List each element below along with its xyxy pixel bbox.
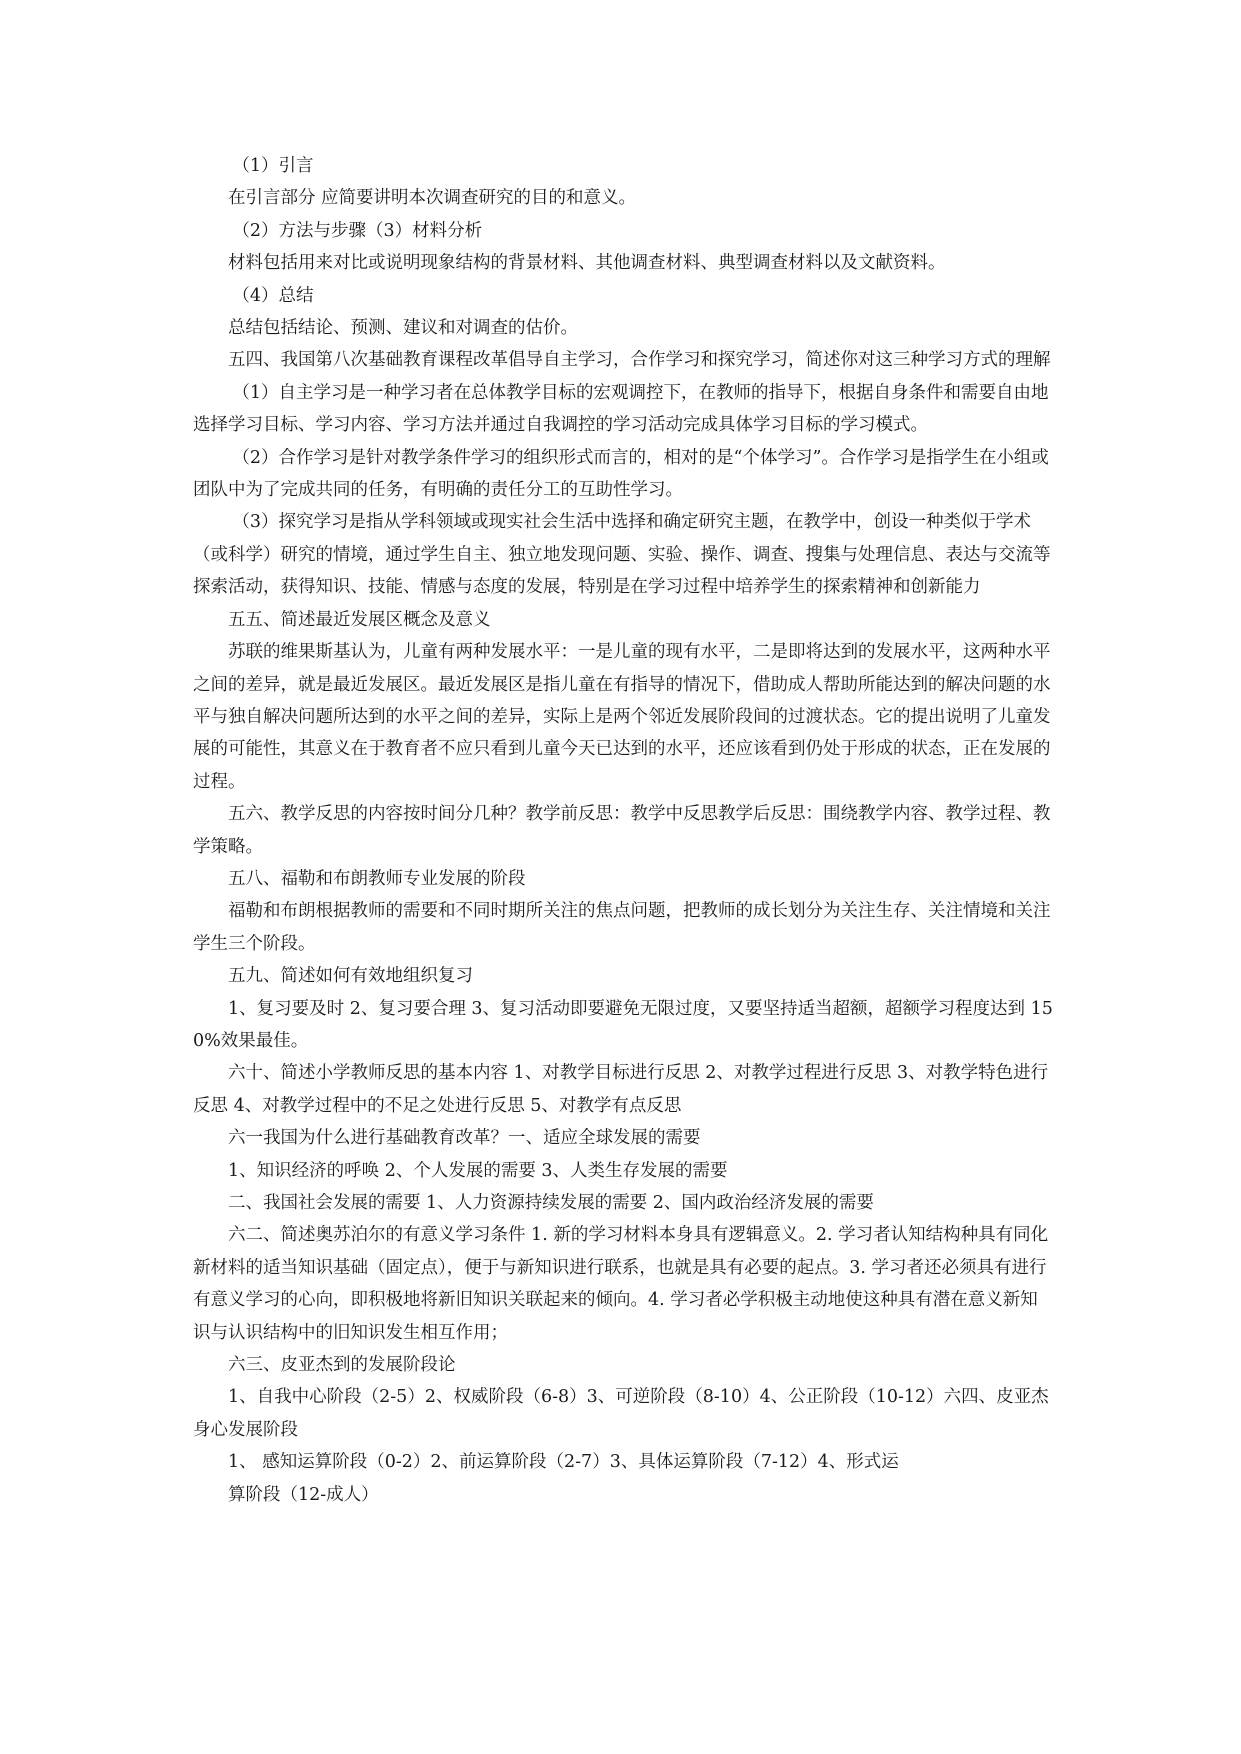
section-heading: 六一我国为什么进行基础教育改革？一、适应全球发展的需要 — [228, 1128, 701, 1149]
paragraph: 1、知识经济的呼唤 2、个人发展的需要 3、人类生存发展的需要 — [228, 1160, 728, 1181]
paragraph: 在引言部分 应简要讲明本次调查研究的目的和意义。 — [228, 188, 637, 209]
section-heading: 五四、我国第八次基础教育课程改革倡导自主学习，合作学习和探究学习，简述你对这三种学习方式的理解 — [228, 350, 1051, 371]
section-heading: 六二、简述奥苏泊尔的有意义学习条件 1. 新的学习材料本身具有逻辑意义。2. 学习者认知结构种具有同化新材料的适当知识基础（固定点），便于与新知识进行联系，也就是具有必要的起点。3. 学习者还必须具有进行有意义学习的心向，即积极地将新旧知识关联起来的倾向。4. 学习者必学积极主动地使这种具有潜在意义新知识与认识结构中的旧知识发生相互作用； — [193, 1225, 1049, 1343]
paragraph: 1、 感知运算阶段（0-2）2、前运算阶段（2-7）3、具体运算阶段（7-12）4、形式运 — [228, 1452, 899, 1473]
paragraph: 1、复习要及时 2、复习要合理 3、复习活动即要避免无限过度，又要坚持适当超额，超额学习程度达到 150%效果最佳。 — [193, 998, 1053, 1051]
section-heading: 六十、简述小学教师反思的基本内容 1、对教学目标进行反思 2、对教学过程进行反思 3、对教学特色进行反思 4、对教学过程中的不足之处进行反思 5、对教学有点反思 — [193, 1063, 1049, 1116]
paragraph: 算阶段（12-成人） — [228, 1484, 379, 1505]
section-heading: 六三、皮亚杰到的发展阶段论 — [228, 1355, 456, 1376]
section-heading: 五八、福勒和布朗教师专业发展的阶段 — [228, 868, 526, 889]
paragraph: （1）自主学习是一种学习者在总体教学目标的宏观调控下，在教师的指导下，根据自身条件和需要自由地选择学习目标、学习内容、学习方法并通过自我调控的学习活动完成具体学习目标的学习模式。 — [193, 382, 1049, 436]
paragraph: 总结包括结论、预测、建议和对调查的估价。 — [228, 318, 578, 339]
paragraph: 苏联的维果斯基认为，儿童有两种发展水平：一是儿童的现有水平，二是即将达到的发展水平，这两种水平之间的差异，就是最近发展区。最近发展区是指儿童在有指导的情况下，借助成人帮助所能达到的解决问题的水平与独自解决问题所达到的水平之间的差异，实际上是两个邻近发展阶段间的过渡状态。它的提出说明了儿童发展的可能性，其意义在于教育者不应只看到儿童今天已达到的水平，还应该看到仍处于形成的状态，正在发展的过程。 — [193, 642, 1051, 792]
paragraph: （2）方法与步骤（3）材料分析 — [232, 220, 483, 241]
paragraph: （4）总结 — [232, 285, 314, 306]
document-body — [193, 150, 1053, 1511]
section-heading: 五九、简述如何有效地组织复习 — [228, 966, 473, 987]
paragraph: （3）探究学习是指从学科领域或现实社会生活中选择和确定研究主题，在教学中，创设一种类似于学术（或科学）研究的情境，通过学生自主、独立地发现问题、实验、操作、调查、搜集与处理信息、表达与交流等探索活动，获得知识、技能、情感与态度的发展，特别是在学习过程中培养学生的探索精神和创新能力 — [193, 512, 1051, 598]
paragraph: 福勒和布朗根据教师的需要和不同时期所关注的焦点问题，把教师的成长划分为关注生存、关注情境和关注学生三个阶段。 — [193, 901, 1051, 954]
paragraph: 材料包括用来对比或说明现象结构的背景材料、其他调查材料、典型调查材料以及文献资料。 — [228, 253, 946, 274]
paragraph: （2）合作学习是针对教学条件学习的组织形式而言的，相对的是“个体学习”。合作学习是指学生在小组或团队中为了完成共同的任务，有明确的责任分工的互助性学习。 — [193, 447, 1049, 501]
paragraph: 二、我国社会发展的需要 1、人力资源持续发展的需要 2、国内政治经济发展的需要 — [228, 1193, 874, 1213]
section-heading: 五五、简述最近发展区概念及意义 — [228, 609, 491, 630]
paragraph: （1）引言 — [232, 156, 314, 176]
section-heading: 五六、教学反思的内容按时间分几种？教学前反思：教学中反思教学后反思：围绕教学内容、教学过程、教学策略。 — [193, 804, 1051, 857]
paragraph: 1、自我中心阶段（2-5）2、权威阶段（6-8）3、可逆阶段（8-10）4、公正阶段（10-12）六四、皮亚杰身心发展阶段 — [193, 1387, 1049, 1440]
